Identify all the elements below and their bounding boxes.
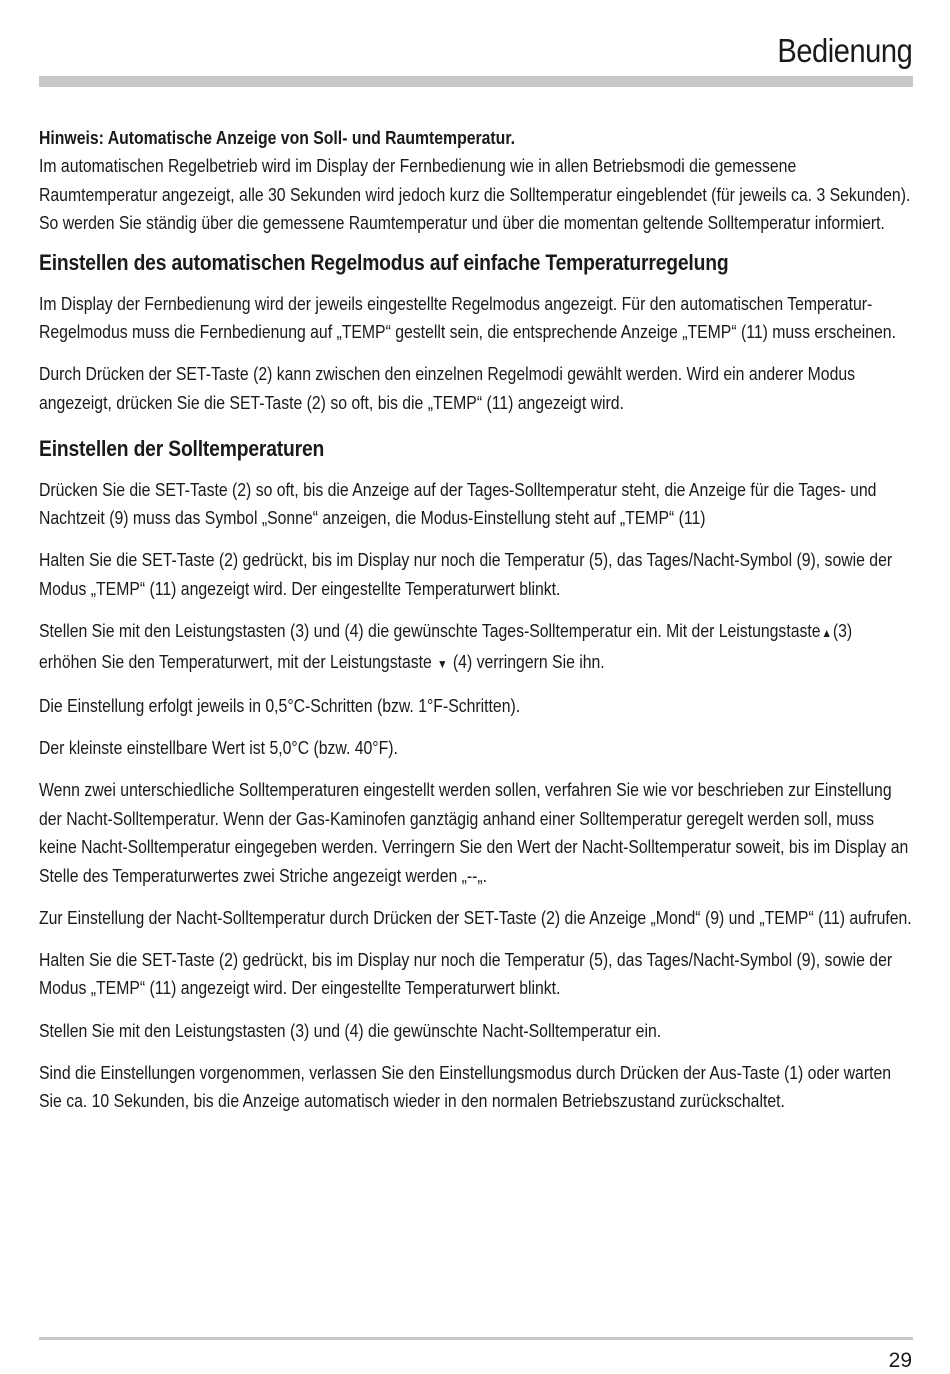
paragraph: Zur Einstellung der Nacht-Solltemperatur durch Drücken der SET-Taste (2) die Anzeige „Mond“ (9) und „TEMP“ (11) aufrufen. xyxy=(39,907,912,928)
page-number: 29 xyxy=(888,1349,912,1372)
text-column xyxy=(39,124,913,1116)
paragraph: Sind die Einstellungen vorgenommen, verlassen Sie den Einstellungsmodus durch Drücken der Aus-Taste (1) oder warten Sie ca. 10 Sekunden, bis die Anzeige automatisch wieder in den normalen Betriebszustand zurückschaltet. xyxy=(39,1062,892,1112)
page-header-title: Bedienung xyxy=(777,32,912,69)
paragraph: Durch Drücken der SET-Taste (2) kann zwischen den einzelnen Regelmodi gewählt werden. Wird ein anderer Modus angezeigt, drücken Sie die SET-Taste (2) so oft, bis die „TEMP“ (11) angezeigt wird. xyxy=(39,364,856,414)
page-content xyxy=(39,124,913,1129)
note-title: Hinweis: Automatische Anzeige von Soll- und Raumtemperatur. xyxy=(39,128,515,148)
arrow-down-icon: ▼ xyxy=(437,656,448,671)
header-bar xyxy=(39,76,913,87)
section-heading-solltemperaturen: Einstellen der Solltemperaturen xyxy=(39,435,325,461)
paragraph-text: (4) verringern Sie ihn. xyxy=(452,651,605,672)
note-text: Im automatischen Regelbetrieb wird im Display der Fernbedienung wie in allen Betriebsmodi die gemessene Raumtemperatur angezeigt, alle 30 Sekunden wird jedoch kurz die Solltemperatur eingeblendet (für jeweils ca. 3 Sekunden). So werden Sie ständig über die gemessene Raumtemperatur und über die momentan geltende Solltemperatur informiert. xyxy=(39,156,911,234)
paragraph-with-arrows xyxy=(39,617,913,678)
paragraph: Drücken Sie die SET-Taste (2) so oft, bis die Anzeige auf der Tages-Solltemperatur steht, die Anzeige für die Tages- und Nachtzeit (9) muss das Symbol „Sonne“ anzeigen, die Modus-Einstellung steht auf „TEMP“ (11) xyxy=(39,479,877,529)
paragraph: Die Einstellung erfolgt jeweils in 0,5°C-Schritten (bzw. 1°F-Schritten). xyxy=(39,695,521,716)
section-heading-regelmodus: Einstellen des automatischen Regelmodus auf einfache Temperaturregelung xyxy=(39,249,729,275)
paragraph: Wenn zwei unterschiedliche Solltemperaturen eingestellt werden sollen, verfahren Sie wie vor beschrieben zur Einstellung der Nacht-Solltemperatur. Wenn der Gas-Kaminofen ganztägig anhand einer Solltemperatur geregelt werden soll, muss keine Nacht-Solltemperatur eingegeben werden. Verringern Sie den Wert der Nacht-Solltemperatur soweit, bis im Display an Stelle des Temperaturwertes zwei Striche angezeigt werden „--„. xyxy=(39,779,909,886)
paragraph: Der kleinste einstellbare Wert ist 5,0°C (bzw. 40°F). xyxy=(39,737,398,758)
arrow-up-icon: ▲ xyxy=(821,626,832,641)
paragraph-text: (3) erhöhen Sie den Temperaturwert, mit der Leistungstaste xyxy=(39,621,853,672)
paragraph: Halten Sie die SET-Taste (2) gedrückt, bis im Display nur noch die Temperatur (5), das Tages/Nacht-Symbol (9), sowie der Modus „TEMP“ (11) angezeigt wird. Der eingestellte Temperaturwert blinkt. xyxy=(39,550,893,599)
paragraph: Halten Sie die SET-Taste (2) gedrückt, bis im Display nur noch die Temperatur (5), das Tages/Nacht-Symbol (9), sowie der Modus „TEMP“ (11) angezeigt wird. Der eingestellte Temperaturwert blinkt. xyxy=(39,949,893,999)
paragraph-text: Stellen Sie mit den Leistungstasten (3) und (4) die gewünschte Tages-Solltemperatur ein. Mit der Leistungstaste xyxy=(39,621,821,642)
paragraph: Stellen Sie mit den Leistungstasten (3) und (4) die gewünschte Nacht-Solltemperatur ein. xyxy=(39,1020,662,1041)
paragraph: Im Display der Fernbedienung wird der jeweils eingestellte Regelmodus angezeigt. Für den automatischen Temperatur-Regelmodus muss die Fernbedienung auf „TEMP“ gestellt sein, die entsprechende Anzeige „TEMP“ (11) muss erscheinen. xyxy=(39,293,896,343)
footer-line xyxy=(39,1337,913,1340)
